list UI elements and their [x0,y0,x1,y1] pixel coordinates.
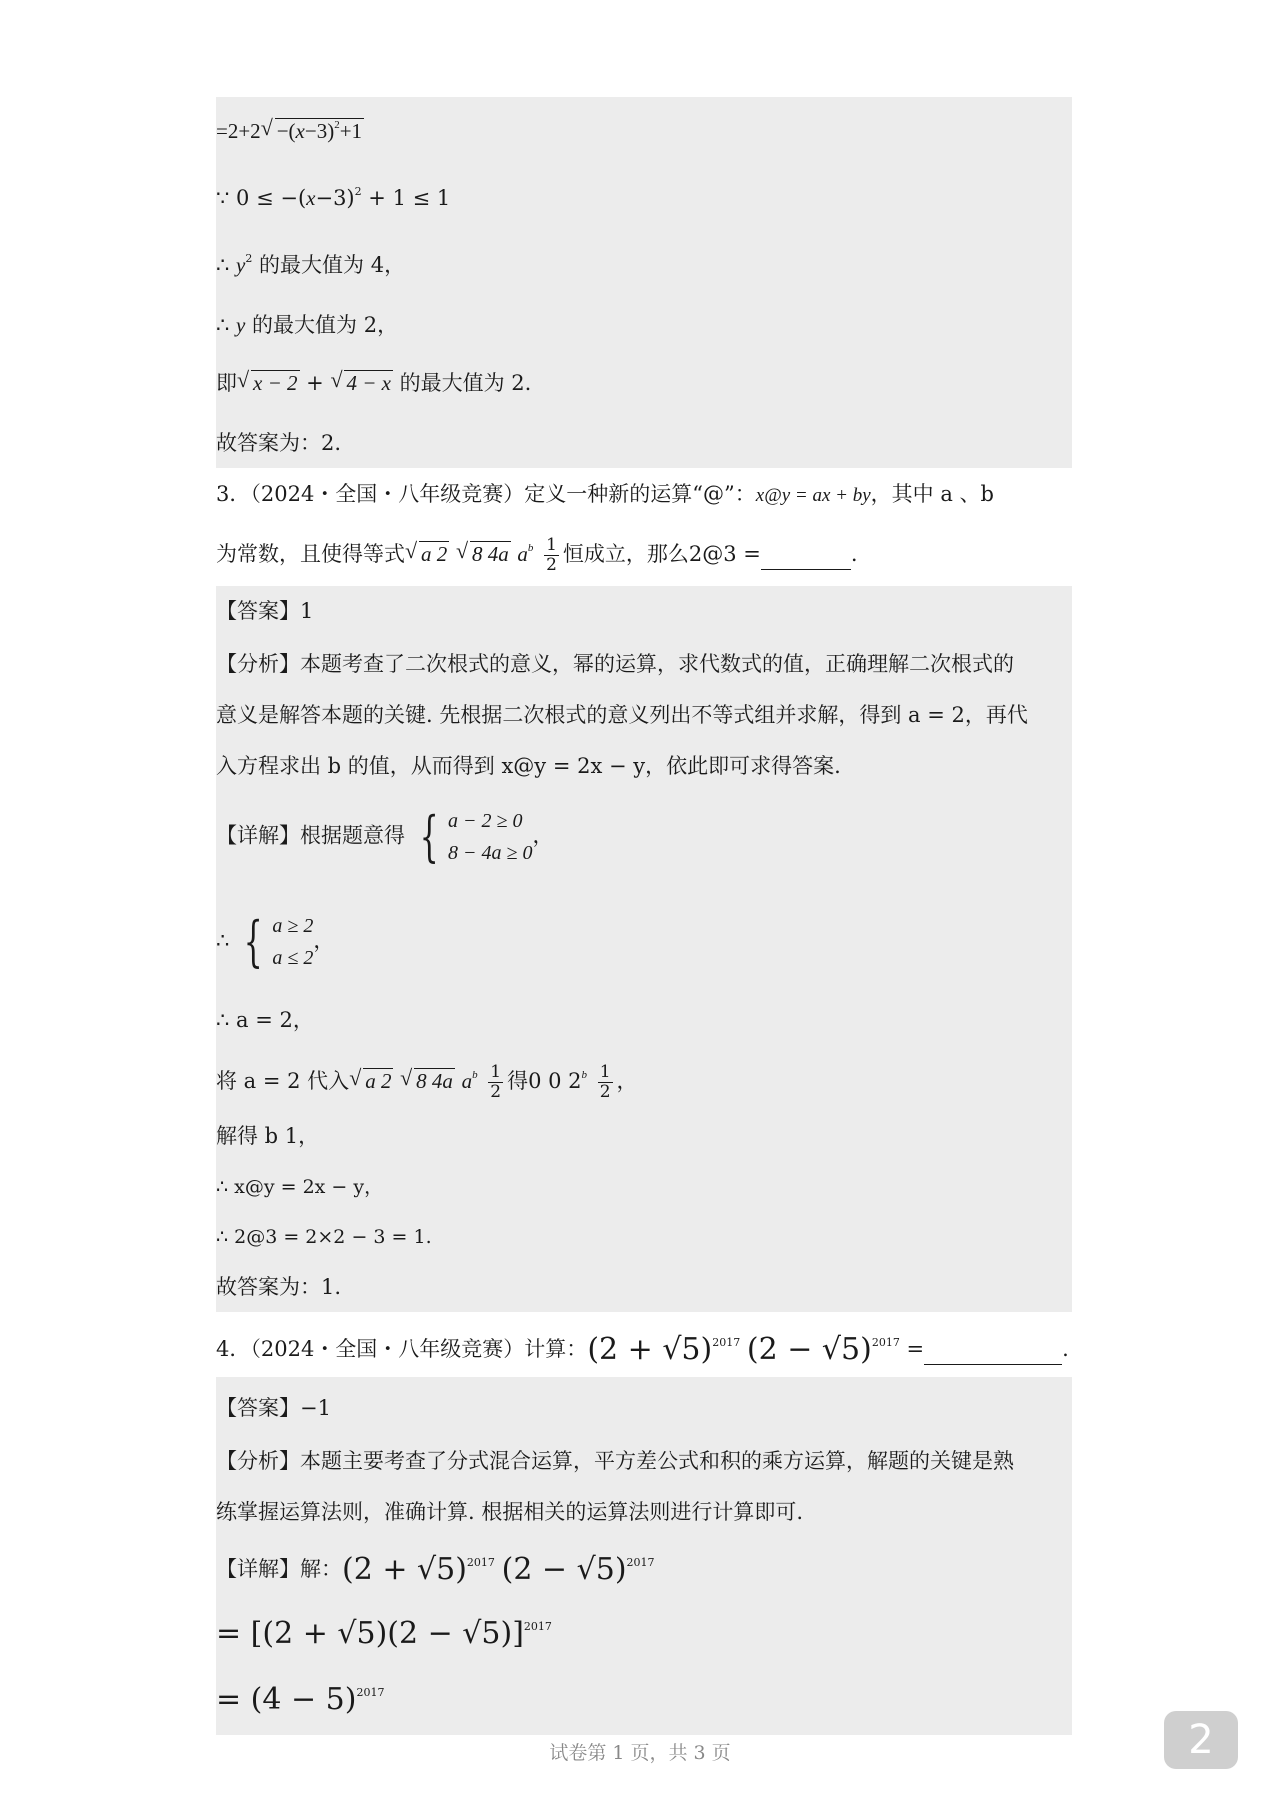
analysis-line: 练掌握运算法则，准确计算. 根据相关的运算法则进行计算即可. [216,1500,804,1524]
answer-blank [924,1334,1062,1365]
detail-line: 【详解】根据题意得 { a − 2 ≥ 0 8 − 4a ≥ 0 ， [216,805,554,868]
answer-line: 【答案】1 [216,599,314,623]
question-stem: 3．（2024・全国・八年级竞赛）定义一种新的运算“@”：x@y = ax + by，其中 a 、b [216,482,994,506]
detail-line: = $(4 - 5)^{2017}$ [216,1682,385,1717]
detail-line: ∴ { a ≥ 2 a ≤ 2 ， [216,910,335,973]
solution-block-q2 [216,97,1072,468]
question-stem: 为常数，且使得等式√ a 2 √ 8 4a $a^b$ $\frac{1}{2}$ 恒成立，那么2@3 = . [216,536,1072,575]
detail-line: 【详解】解：$(2 + √5)^{2017}$ $(2 - √5)^{2017}$ [216,1552,655,1587]
page-footer: 试卷第 1 页，共 3 页 [549,1742,731,1764]
answer-line: 【答案】−1 [216,1396,331,1420]
solution-line: ∴ $y^2$ 的最大值为 4， [216,252,406,277]
analysis-line: 意义是解答本题的关键. 先根据二次根式的意义列出不等式组并求解，得到 a = 2，再代 [216,703,1028,727]
analysis-line: 入方程求出 b 的值，从而得到 x@y = 2x − y，依此即可求得答案. [216,754,841,778]
detail-line: 故答案为：1. [216,1275,342,1299]
detail-line: 将 a = 2 代入√ a 2 √ 8 4a $a^b$ $\frac{1}{2}$ 得0 0 2$^b$ $\frac{1}{2}$ ， [216,1063,1072,1102]
solution-line: 即√ x − 2 + √ 4 − x 的最大值为 2. [216,368,1072,398]
detail-line: 解得 b 1， [216,1124,320,1148]
detail-line: ∴ a = 2， [216,1008,314,1032]
solution-line: $=2+2√ -(x-3)^2+1$ [216,116,1072,146]
question-stem: 4．（2024・全国・八年级竞赛）计算：$(2 + √5)^{2017}$ $(2 - √5)^{2017}$ = . [216,1332,1069,1367]
solution-line: ∴ y 的最大值为 2， [216,313,399,337]
analysis-line: 【分析】本题主要考查了分式混合运算，平方差公式和积的乘方运算，解题的关键是熟 [216,1449,1014,1473]
analysis-line: 【分析】本题考查了二次根式的意义，幂的运算，求代数式的值，正确理解二次根式的 [216,652,1014,676]
answer-blank [761,539,851,570]
inequality-system: { a − 2 ≥ 0 8 − 4a ≥ 0 [419,805,533,868]
detail-line: ∴ 2@3 = 2×2 − 3 = 1. [216,1226,432,1248]
detail-line: ∴ x@y = 2x − y， [216,1176,384,1198]
page-number-badge[interactable]: 2 [1164,1711,1238,1769]
solution-line: ∵ $0 \le -(x-3)^2 + 1 \le 1$ [216,185,451,210]
detail-line: = $[(2 + √5)(2 - √5)]^{2017}$ [216,1616,552,1651]
solution-line: 故答案为：2. [216,431,342,455]
inequality-system: { a ≥ 2 a ≤ 2 [243,910,314,973]
